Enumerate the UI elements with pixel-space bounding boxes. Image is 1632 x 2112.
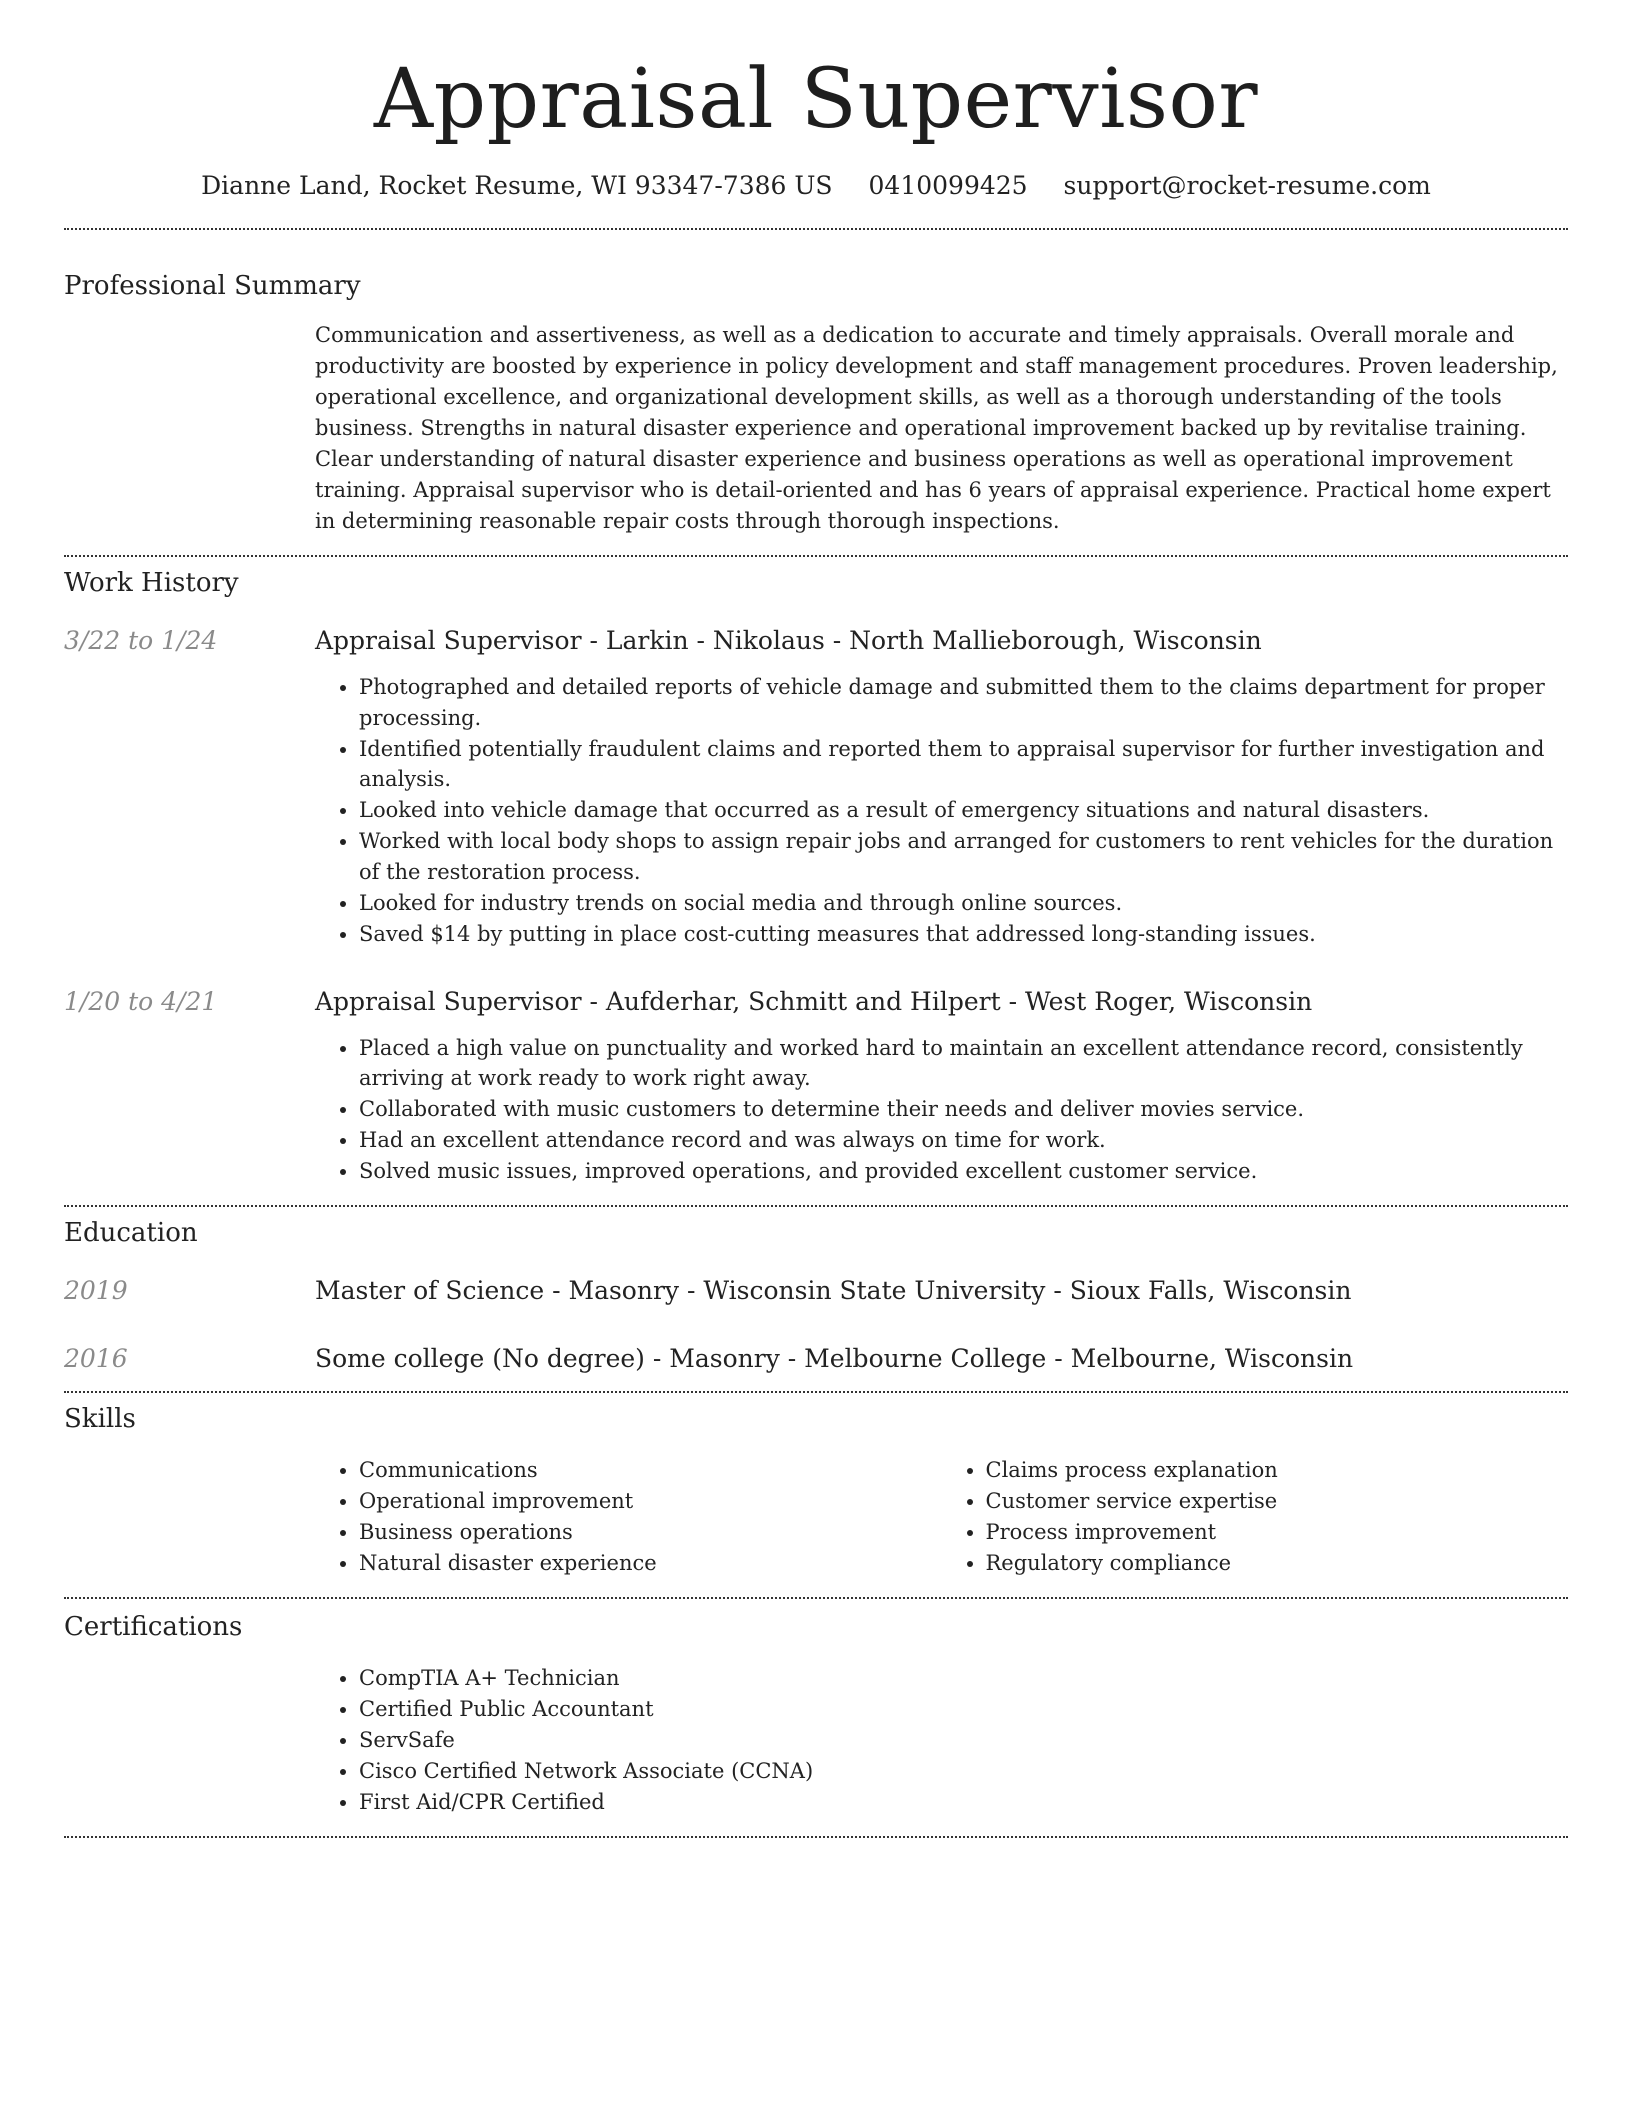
list-item: • Placed a high value on punctuality and worked hard to maintain an excellent attendance record, consistently arriving at work ready to work right away.: [359, 1033, 1568, 1094]
list-item: • Regulatory compliance: [986, 1548, 1569, 1579]
list-item: • Claims process explanation: [986, 1455, 1569, 1486]
work-history-section: [64, 557, 1568, 1187]
education-year: 2019: [64, 1276, 128, 1305]
job-dates: 3/22 to 1/24: [64, 626, 218, 655]
resume-page: [64, 0, 1568, 1838]
list-item: • Photographed and detailed reports of vehicle damage and submitted them to the claims department for proper processing.: [359, 672, 1568, 733]
resume-header: [64, 0, 1568, 202]
education-year: 2016: [64, 1344, 128, 1373]
section-title-summary: Professional Summary: [64, 271, 361, 301]
contact-phone: 0410099425: [868, 171, 1028, 200]
list-item: • ServSafe: [359, 1725, 1568, 1756]
section-title-certifications: Certifications: [64, 1612, 243, 1642]
list-item: • Saved $14 by putting in place cost-cutting measures that addressed long-standing issues.: [359, 919, 1568, 950]
list-item: • Looked into vehicle damage that occurred as a result of emergency situations and natural disasters.: [359, 795, 1568, 826]
list-item: • Business operations: [359, 1517, 942, 1548]
job-bullets: [315, 672, 1568, 949]
job-bullets: [315, 1033, 1568, 1187]
certifications-list: [315, 1663, 1568, 1818]
list-item: • Identified potentially fraudulent claims and reported them to appraisal supervisor for further investigation and analysis.: [359, 734, 1568, 795]
list-item: • CompTIA A+ Technician: [359, 1663, 1568, 1694]
education-entry: [64, 1275, 1568, 1307]
list-item: • Looked for industry trends on social media and through online sources.: [359, 888, 1568, 919]
skills-section: [64, 1393, 1568, 1579]
job-entry: [64, 625, 1568, 950]
summary-section: [64, 230, 1568, 537]
certifications-section: [64, 1599, 1568, 1818]
section-title-education: Education: [64, 1218, 198, 1248]
job-dates: 1/20 to 4/21: [64, 986, 218, 1016]
list-item: • Solved music issues, improved operations, and provided excellent customer service.: [359, 1156, 1568, 1187]
certifications-spacer: [64, 1663, 315, 1818]
resume-title: Appraisal Supervisor: [373, 52, 1259, 147]
education-text: Some college (No degree) - Masonry - Melbourne College - Melbourne, Wisconsin: [315, 1344, 1354, 1373]
list-item: • Customer service expertise: [986, 1486, 1569, 1517]
skills-list-left: [315, 1455, 942, 1579]
section-title-work: Work History: [64, 568, 239, 598]
education-text: Master of Science - Masonry - Wisconsin State University - Sioux Falls, Wisconsin: [315, 1276, 1352, 1305]
section-title-skills: Skills: [64, 1404, 136, 1434]
list-item: • Cisco Certified Network Associate (CCNA): [359, 1756, 1568, 1787]
job-title: Appraisal Supervisor - Aufderhar, Schmitt and Hilpert - West Roger, Wisconsin: [315, 986, 1313, 1016]
education-entry: [64, 1343, 1568, 1375]
list-item: • Communications: [359, 1455, 942, 1486]
divider: [64, 1836, 1568, 1838]
list-item: • First Aid/CPR Certified: [359, 1787, 1568, 1818]
summary-spacer: [64, 320, 315, 537]
job-entry: [64, 986, 1568, 1188]
job-title: Appraisal Supervisor - Larkin - Nikolaus - North Mallieborough, Wisconsin: [315, 626, 1262, 655]
list-item: • Operational improvement: [359, 1486, 942, 1517]
education-section: [64, 1207, 1568, 1375]
contact-email: support@rocket-resume.com: [1063, 171, 1431, 200]
list-item: • Collaborated with music customers to determine their needs and deliver movies service.: [359, 1094, 1568, 1125]
list-item: • Certified Public Accountant: [359, 1694, 1568, 1725]
contact-address: Dianne Land, Rocket Resume, WI 93347-7386 US: [201, 171, 833, 200]
list-item: • Natural disaster experience: [359, 1548, 942, 1579]
list-item: • Process improvement: [986, 1517, 1569, 1548]
skills-spacer: [64, 1455, 315, 1579]
list-item: • Worked with local body shops to assign repair jobs and arranged for customers to rent vehicles for the duration of the restoration process.: [359, 826, 1568, 887]
contact-line: [64, 170, 1568, 202]
list-item: • Had an excellent attendance record and was always on time for work.: [359, 1125, 1568, 1156]
skills-list-right: [942, 1455, 1569, 1579]
summary-text: Communication and assertiveness, as well as a dedication to accurate and timely appraisals. Overall morale and productivity are boosted by experience in policy development and staff management procedures. Proven leadership, operational excellence, and organizational development skills, as well as a thorough understanding of the tools business. Strengths in natural disaster experience and operational improvement backed up by revitalise training. Clear understanding of natural disaster experience and business operations as well as operational improvement training. Appraisal supervisor who is detail-oriented and has 6 years of appraisal experience. Practical home expert in determining reasonable repair costs through thorough inspections.: [315, 323, 1558, 533]
